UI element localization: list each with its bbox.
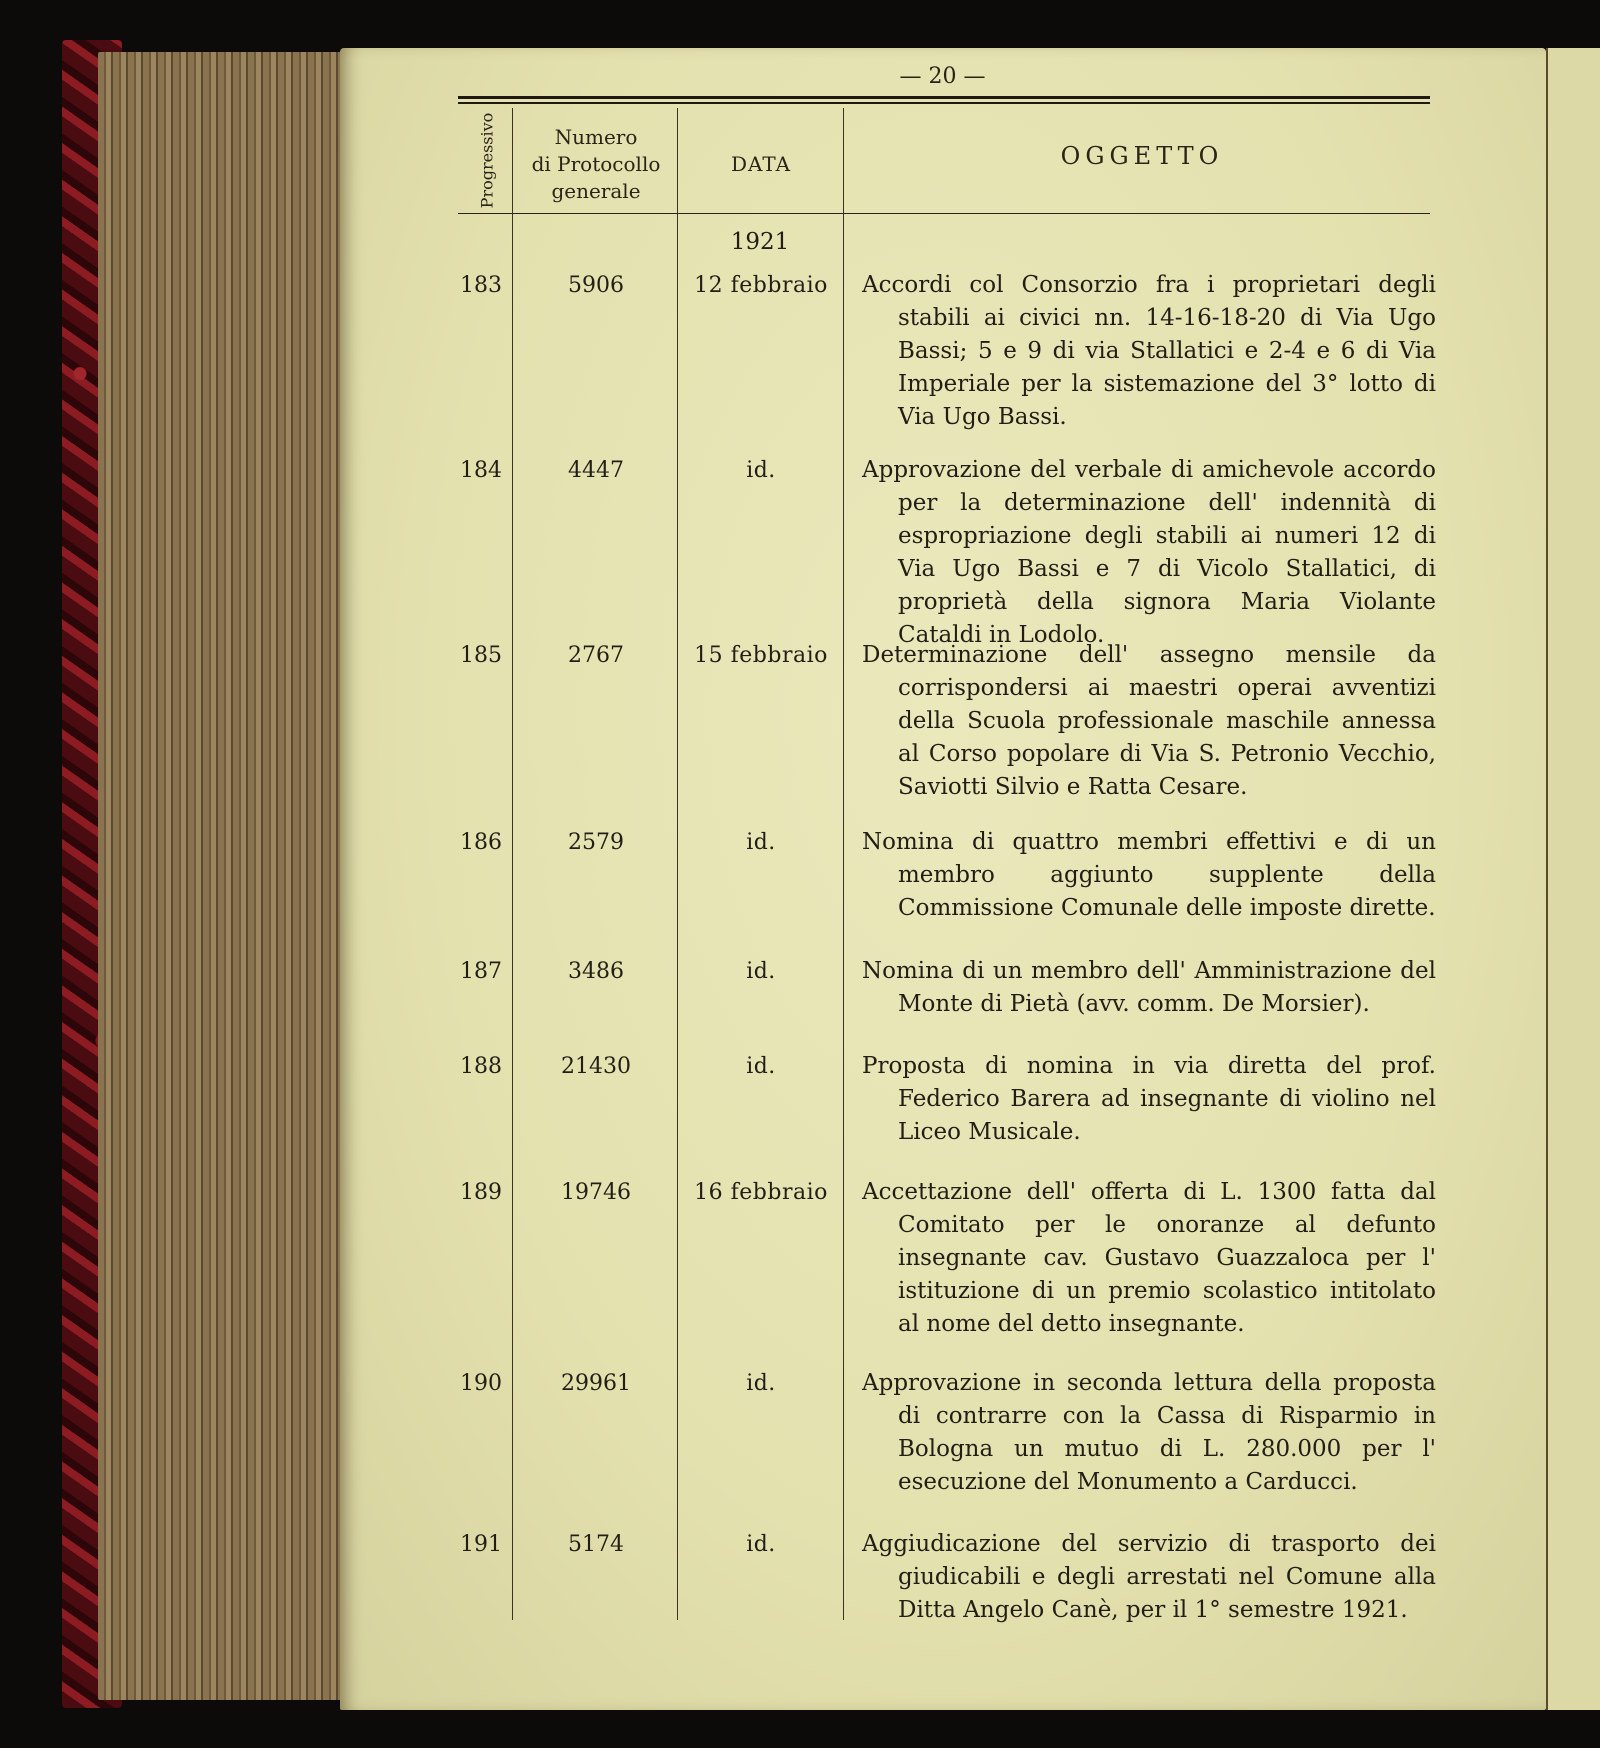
header-oggetto: OGGETTO xyxy=(1060,142,1224,170)
oggetto-cell: Approvazione del verbale di amichevole accordo per la determinazione dell' indennità di espropriazione degli stabili ai numeri 12 di Via Ugo Bassi e 7 di Vicolo Stallatici, di proprietà della signora Maria Violante Cataldi in Lodolo. xyxy=(862,457,1436,648)
header-bottom-rule xyxy=(458,213,1430,214)
progressivo-cell: 183 xyxy=(460,273,502,298)
protocollo-cell: 5174 xyxy=(568,1532,624,1557)
column-divider xyxy=(843,108,844,1620)
oggetto-cell: Proposta di nomina in via diretta del prof. Federico Barera ad insegnante di violino nel Liceo Musicale. xyxy=(862,1053,1436,1145)
oggetto-cell: Determinazione dell' assegno mensile da corrispondersi ai maestri operai avventizi della Scuola professionale maschile annessa al Corso popolare di Via S. Petronio Vecchio, Saviotti Silvio e Ratta Cesare. xyxy=(862,642,1436,800)
header-numero: Numero di Protocollo generale xyxy=(531,125,661,203)
protocollo-cell: 4447 xyxy=(568,458,624,483)
protocollo-cell: 19746 xyxy=(561,1180,631,1205)
page-number: — 20 — xyxy=(899,64,986,89)
oggetto-cell: Nomina di un membro dell' Amministrazione del Monte di Pietà (avv. comm. De Morsier). xyxy=(862,958,1436,1017)
progressivo-cell: 184 xyxy=(460,458,502,483)
protocollo-cell: 2579 xyxy=(568,830,624,855)
data-cell: id. xyxy=(746,458,776,483)
data-cell: id. xyxy=(746,959,776,984)
oggetto-cell: Accettazione dell' offerta di L. 1300 fatta dal Comitato per le onoranze al defunto insegnante cav. Gustavo Guazzaloca per l' istituzione di un premio scolastico intitolato al nome del detto insegnante. xyxy=(862,1179,1436,1337)
oggetto-cell: Nomina di quattro membri effettivi e di un membro aggiunto supplente della Commissione Comunale delle imposte dirette. xyxy=(862,829,1436,921)
progressivo-cell: 185 xyxy=(460,643,502,668)
progressivo-cell: 191 xyxy=(460,1532,502,1557)
progressivo-cell: 190 xyxy=(460,1371,502,1396)
data-cell: 15 febbraio xyxy=(694,643,828,668)
data-cell: id. xyxy=(746,830,776,855)
protocollo-cell: 3486 xyxy=(568,959,624,984)
header-data: DATA xyxy=(730,152,792,176)
header-progressivo: Progressivo xyxy=(477,112,497,208)
progressivo-cell: 186 xyxy=(460,830,502,855)
column-divider xyxy=(677,108,678,1620)
oggetto-cell: Accordi col Consorzio fra i proprietari degli stabili ai civici nn. 14-16-18-20 di Via Ugo Bassi; 5 e 9 di via Stallatici e 2-4 e 6 di Via Imperiale per la sistemazione del 3° lotto di Via Ugo Bassi. xyxy=(862,272,1436,430)
data-cell: id. xyxy=(746,1054,776,1079)
oggetto-cell: Aggiudicazione del servizio di trasporto dei giudicabili e degli arrestati nel Comune alla Ditta Angelo Canè, per il 1° semestre 1921. xyxy=(862,1531,1436,1623)
protocollo-cell: 5906 xyxy=(568,273,624,298)
progressivo-cell: 188 xyxy=(460,1054,502,1079)
data-cell: id. xyxy=(746,1532,776,1557)
data-cell: id. xyxy=(746,1371,776,1396)
data-cell: 12 febbraio xyxy=(694,273,828,298)
protocollo-cell: 21430 xyxy=(561,1054,631,1079)
oggetto-cell: Approvazione in seconda lettura della proposta di contrarre con la Cassa di Risparmio in Bologna un mutuo di L. 280.000 per l' esecuzione del Monumento a Carducci. xyxy=(862,1370,1436,1495)
protocollo-cell: 29961 xyxy=(561,1371,631,1396)
progressivo-cell: 187 xyxy=(460,959,502,984)
page-edges xyxy=(98,52,354,1700)
data-cell: 16 febbraio xyxy=(694,1180,828,1205)
header-top-rule xyxy=(458,96,1430,99)
facing-page-edge xyxy=(1546,48,1600,1710)
progressivo-cell: 189 xyxy=(460,1180,502,1205)
protocollo-cell: 2767 xyxy=(568,643,624,668)
year-label: 1921 xyxy=(730,229,790,255)
